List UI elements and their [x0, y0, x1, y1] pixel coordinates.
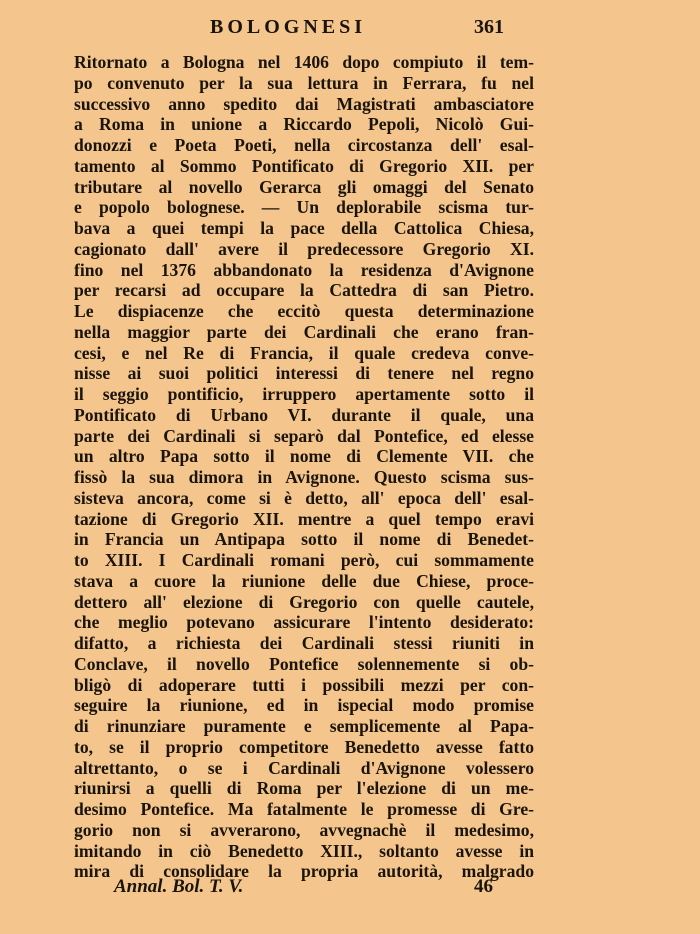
- text-line: a Roma in unione a Riccardo Pepoli, Nicolò Gui-: [74, 114, 534, 135]
- text-line: nisse ai suoi politici interessi di tenere nel regno: [74, 363, 534, 384]
- text-line: to, se il proprio competitore Benedetto avesse fatto: [74, 736, 534, 757]
- sheet-number: 46: [474, 876, 493, 897]
- text-line: Ritornato a Bologna nel 1406 dopo compiuto il tem-: [74, 52, 534, 72]
- text-line: tributare al novello Gerarca gli omaggi del Senato: [74, 176, 534, 197]
- text-line: to XIII. I Cardinali romani però, cui sommamente: [74, 550, 534, 570]
- running-head-title: BOLOGNESI: [210, 16, 367, 38]
- text-line: mira di consolidare la propria autorità, malgrado: [74, 861, 534, 882]
- text-line: tazione di Gregorio XII. mentre a quel tempo eravi: [74, 508, 534, 529]
- text-line: desimo Pontefice. Ma fatalmente le promesse di Gre-: [74, 799, 534, 819]
- text-line: fino nel 1376 abbandonato la residenza d'Avignone: [74, 259, 534, 280]
- text-line: bligò di adoperare tutti i possibili mezzi per con-: [74, 674, 534, 695]
- text-line: fissò la sua dimora in Avignone. Questo scisma sus-: [74, 467, 534, 487]
- text-line: in Francia un Antipapa sotto il nome di Benedet-: [74, 529, 534, 550]
- text-line: Conclave, il novello Pontefice solennemente si ob-: [74, 653, 534, 674]
- text-line: stava a cuore la riunione delle due Chiese, proce-: [74, 570, 534, 591]
- text-line: po convenuto per la sua lettura in Ferrara, fu nel: [74, 72, 534, 93]
- text-line: donozzi e Poeta Poeti, nella circostanza dell' esal-: [74, 135, 534, 155]
- text-line: seguire la riunione, ed in ispecial modo promise: [74, 695, 534, 716]
- text-line: di rinunziare puramente e semplicemente al Papa-: [74, 716, 534, 736]
- text-line: Le dispiacenze che eccitò questa determinazione: [74, 301, 534, 321]
- text-line: che meglio potevano assicurare l'intento desiderato:: [74, 612, 534, 633]
- body-text: [74, 52, 534, 882]
- text-line: e popolo bolognese. — Un deplorabile scisma tur-: [74, 197, 534, 218]
- text-line: imitando in ciò Benedetto XIII., soltanto avesse in: [74, 840, 534, 861]
- text-line: nella maggior parte dei Cardinali che erano fran-: [74, 321, 534, 342]
- text-line: bava a quei tempi la pace della Cattolica Chiesa,: [74, 218, 534, 238]
- text-line: parte dei Cardinali si separò dal Pontefice, ed elesse: [74, 425, 534, 446]
- text-line: il seggio pontificio, irruppero apertamente sotto il: [74, 384, 534, 404]
- text-line: cesi, e nel Re di Francia, il quale credeva conve-: [74, 342, 534, 363]
- text-line: difatto, a richiesta dei Cardinali stessi riuniti in: [74, 633, 534, 653]
- text-line: tamento al Sommo Pontificato di Gregorio XII. per: [74, 155, 534, 176]
- text-line: gorio non si avverarono, avvegnachè il medesimo,: [74, 819, 534, 840]
- text-line: successivo anno spedito dai Magistrati ambasciatore: [74, 93, 534, 114]
- text-line: sisteva ancora, come si è detto, all' epoca dell' esal-: [74, 487, 534, 508]
- text-line: Pontificato di Urbano VI. durante il quale, una: [74, 404, 534, 425]
- printer-signature: Annal. Bol. T. V.: [114, 876, 244, 897]
- text-line: riunirsi a quelli di Roma per l'elezione di un me-: [74, 778, 534, 799]
- text-line: un altro Papa sotto il nome di Clemente VII. che: [74, 446, 534, 467]
- text-line: altrettanto, o se i Cardinali d'Avignone volessero: [74, 757, 534, 778]
- running-head: [0, 16, 700, 42]
- text-line: cagionato dall' avere il predecessore Gregorio XI.: [74, 238, 534, 259]
- text-line: per recarsi ad occupare la Cattedra di san Pietro.: [74, 280, 534, 301]
- text-line: dettero all' elezione di Gregorio con quelle cautele,: [74, 591, 534, 612]
- page-footer: [0, 876, 700, 902]
- page-number: 361: [474, 16, 504, 38]
